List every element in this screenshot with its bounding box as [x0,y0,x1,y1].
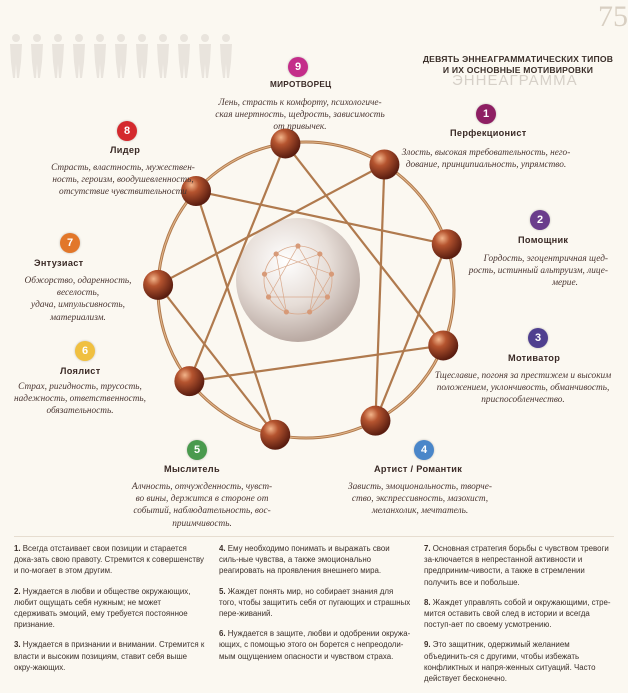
mini-sphere-9 [295,243,300,248]
type-3-name: Мотиватор [508,353,561,363]
enneagram-sphere-6 [174,366,204,396]
type-5-name: Мыслитель [164,464,220,474]
enneagram-line-3-6 [189,345,443,381]
type-7-name: Энтузиаст [34,258,84,268]
page-number: 75 [598,0,628,33]
type-5-badge: 5 [187,440,207,460]
enneagram-line-1-4 [375,164,384,420]
page-title-line2: И ИХ ОСНОВНЫЕ МОТИВИРОВКИ [442,65,594,75]
type-6-name: Лоялист [60,366,101,376]
type-4-badge: 4 [414,440,434,460]
notes-column-2 [219,543,411,671]
mini-sphere-7 [262,271,267,276]
mini-sphere-3 [325,294,330,299]
center-orb [236,218,360,342]
enneagram-sphere-4 [360,406,390,436]
mini-sphere-4 [307,309,312,314]
side-title: ЭННЕАГРАММА [452,72,578,89]
type-2-description: Гордость, эгоцентричная щед- рость, истинный альтруизм, лице- мерие. [468,254,608,289]
type-6-description: Страх, ригидность, трусость, надежность, ответственность, обязательность. [14,382,146,417]
type-8-name: Лидер [110,145,141,155]
mini-sphere-1 [317,251,322,256]
notes-column-3 [424,543,616,693]
type-8-badge: 8 [117,121,137,141]
note-7: 7. Основная стратегия борьбы с чувством тревоги за-ключается в непрестанной активности и предприним-чивости, а также в стремлении получить все и побольше. [424,544,609,587]
note-4: 4. Ему необходимо понимать и выражать свои силь-ные чувства, а также эмоционально реагировать на проявления внешнего мира. [219,544,390,576]
type-7-badge: 7 [60,233,80,253]
type-2-badge: 2 [530,210,550,230]
page-title-line1: ДЕВЯТЬ ЭННЕАГРАММАТИЧЕСКИХ ТИПОВ [422,54,614,64]
note-1: 1. Всегда отстаивает свои позиции и старается дока-зать свою правоту. Стремится к совершенству и по-могает в этом другим. [14,544,204,576]
note-9: 9. Это защитник, одержимый желанием объединить-ся с другими, чтобы избежать конфликтных и напря-женных ситуаций. Часто действует бесконечно. [424,640,596,684]
note-8: 8. Жаждет управлять собой и окружающими, стре-мится оставить свой след в истории и всегда поступ-ает по своему усмотрению. [424,597,611,630]
mini-sphere-5 [284,309,289,314]
type-2-name: Помощник [518,235,569,245]
type-9-description: Лень, страсть к комфорту, психологиче- ская инертность, щедрость, зависимость от привычек. [215,98,385,133]
type-3-badge: 3 [528,328,548,348]
note-5: 5. Жаждет понять мир, но собирает знания для того, чтобы защитить себя от пугающих и страшных пере-живаний. [219,586,411,619]
type-4-name: Артист / Романтик [374,464,463,474]
mini-sphere-6 [266,294,271,299]
type-5-description: Алчность, отчужденность, чувст- во вины, держится в стороне от событий, наблюдательность, вос- приимчивость. [131,482,273,529]
type-7-description: Обжорство, одаренность, веселость, удача, импульсивность, материализм. [24,276,132,323]
type-1-description: Злость, высокая требовательность, него- дование, принципиальность, упрямство. [401,148,571,171]
type-1-name: Перфекционист [450,128,527,138]
note-2: 2. Нуждается в любви и обществе окружающих, любит ощущать себя нужным; не может сдерживать эмоций, ему требуется постоянное признание. [14,586,191,630]
type-notes [14,536,614,687]
note-6: 6. Нуждается в защите, любви и одобрении окружа-ющих, с помощью этого он борется с непреодоли-мым ощущением опасности и чувством страха. [219,629,411,661]
mini-sphere-8 [274,251,279,256]
enneagram-sphere-5 [260,420,290,450]
type-9-badge: 9 [288,57,308,77]
type-9-name: МИРОТВОРЕЦ [270,80,332,89]
type-6-badge: 6 [75,341,95,361]
type-4-description: Зависть, эмоциональность, творче- ство, экспрессивность, мазохист, меланхолик, мечтатель. [348,482,492,517]
type-8-description: Страсть, властность, мужествен- ность, героизм, воодушевленность, отсутствие чувствительности [51,163,195,198]
type-3-description: Тщеславие, погоня за престижем и высоким положением, уклончивость, обманчивость, приспособленчество. [434,371,612,406]
enneagram-sphere-3 [428,330,458,360]
notes-column-1 [14,543,206,682]
mini-sphere-2 [329,271,334,276]
note-3: 3. Нуждается в признании и внимании. Стремится к власти и высоким позициям, ставит себя выше окру-жающих. [14,640,205,672]
enneagram-sphere-1 [369,149,399,179]
type-1-badge: 1 [476,104,496,124]
